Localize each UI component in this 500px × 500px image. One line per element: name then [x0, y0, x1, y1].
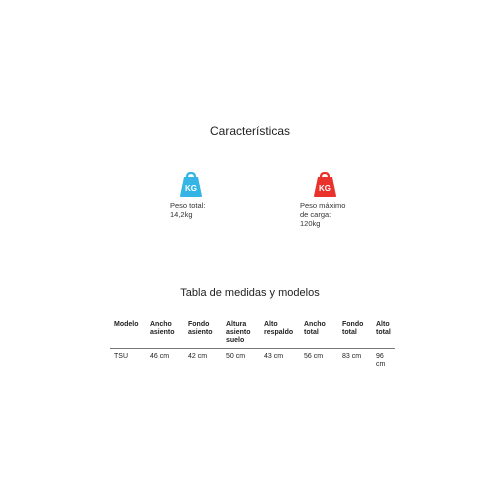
header-ancho-asiento: Ancho asiento	[146, 318, 184, 349]
kg-label: KG	[185, 184, 197, 193]
table-row	[110, 349, 395, 374]
cell-altura-asiento-suelo: 50 cm	[226, 353, 246, 360]
header-altura-asiento-suelo: Altura asiento suelo	[222, 318, 260, 349]
cell-fondo-total: 83 cm	[342, 353, 362, 360]
header-fondo-asiento: Fondo asiento	[184, 318, 222, 349]
cell-alto-respaldo: 43 cm	[264, 353, 284, 360]
header-modelo: Modelo	[110, 318, 146, 349]
features-title: Características	[209, 124, 291, 138]
header-fondo-total: Fondo total	[338, 318, 372, 349]
kg-max-weight-icon	[312, 172, 338, 198]
cell-modelo: TSU	[114, 353, 128, 360]
total-weight-caption: Peso total: 14,2kg	[170, 201, 206, 219]
total-weight-block	[170, 172, 205, 219]
max-load-caption: Peso máximo de carga: 120kg	[300, 201, 346, 228]
max-load-block	[300, 172, 345, 228]
table-header-row	[110, 318, 395, 349]
measures-table	[110, 318, 395, 373]
cell-fondo-asiento: 42 cm	[188, 353, 208, 360]
cell-ancho-asiento: 46 cm	[150, 353, 170, 360]
header-alto-total: Alto total	[372, 318, 395, 349]
table-title: Tabla de medidas y modelos	[180, 287, 320, 299]
cell-ancho-total: 56 cm	[304, 353, 324, 360]
kg-label: KG	[319, 184, 331, 193]
header-ancho-total: Ancho total	[300, 318, 338, 349]
kg-weight-icon	[178, 172, 204, 198]
header-alto-respaldo: Alto respaldo	[260, 318, 300, 349]
cell-alto-total: 96 cm	[376, 353, 386, 368]
